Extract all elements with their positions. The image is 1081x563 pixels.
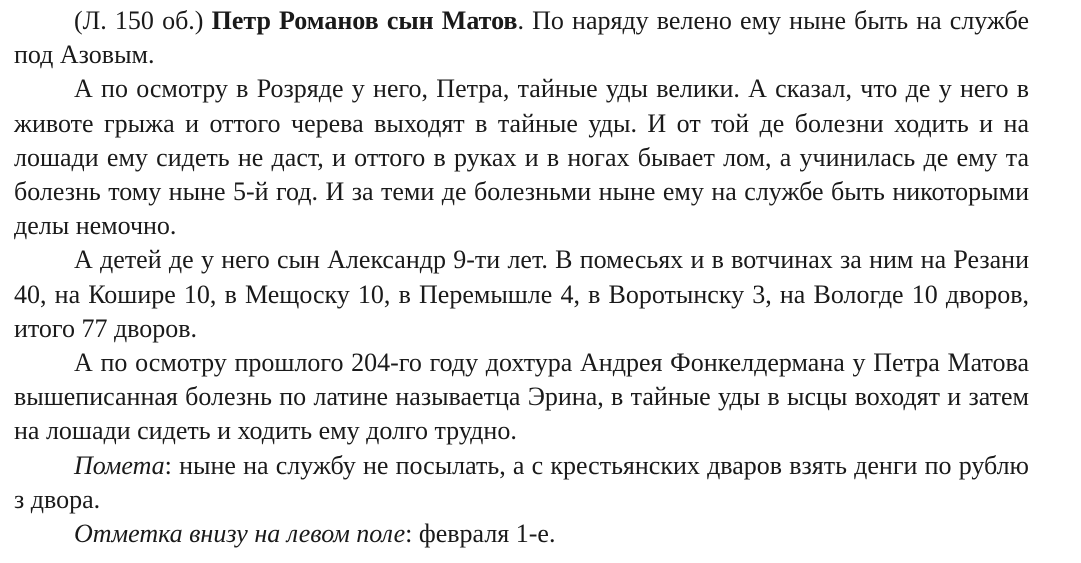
header-text: . По наряду велено ему ныне быть на службе под Азовым. bbox=[14, 6, 1030, 70]
folio-reference: (Л. 150 об.) bbox=[74, 6, 204, 35]
note-label: Помета bbox=[74, 450, 165, 480]
paragraph-examination: А по осмотру в Розряде у него, Петра, тайные уды велики. А сказал, что де у него в животе грыжа и оттого черева выходят в тайные уды. И от той де болезни ходить и на лошади ему сидеть не даст, и оттого в руках и в ногах бывает лом, а учинилась де ему та болезнь тому ныне 5-й год. И за теми де болезньми ныне ему на службе быть никоторыми делы немочно. bbox=[14, 74, 1029, 241]
paragraph-margin-mark bbox=[14, 517, 1029, 551]
paragraph-doctor-examination: А по осмотру прошлого 204-го году дохтура Андрея Фонкелдермана у Петра Матова вышеписанная болезнь по латине называетца Эрина, в тайные уды в ысцы воходят и затем на лошади сидеть и ходить ему долго трудно. bbox=[14, 348, 1029, 446]
note-text: : ныне на службу не посылать, а с крестьянских дваров взять денги по рублю з двора. bbox=[14, 450, 1029, 514]
paragraph-header bbox=[14, 4, 1029, 72]
margin-mark-text: : февраля 1-е. bbox=[405, 519, 556, 549]
margin-mark-label: Отметка внизу на левом поле bbox=[74, 519, 406, 549]
person-name: Петр Романов сын Матов bbox=[211, 6, 518, 35]
paragraph-family-estates: А детей де у него сын Александр 9-ти лет. В помесьях и в вотчинах за ним на Резани 40, на Кошире 10, в Мещоску 10, в Перемышле 4, в Воротынску 3, на Вологде 10 дворов, итого 77 дворов. bbox=[14, 245, 1029, 343]
paragraph-note bbox=[14, 449, 1029, 517]
